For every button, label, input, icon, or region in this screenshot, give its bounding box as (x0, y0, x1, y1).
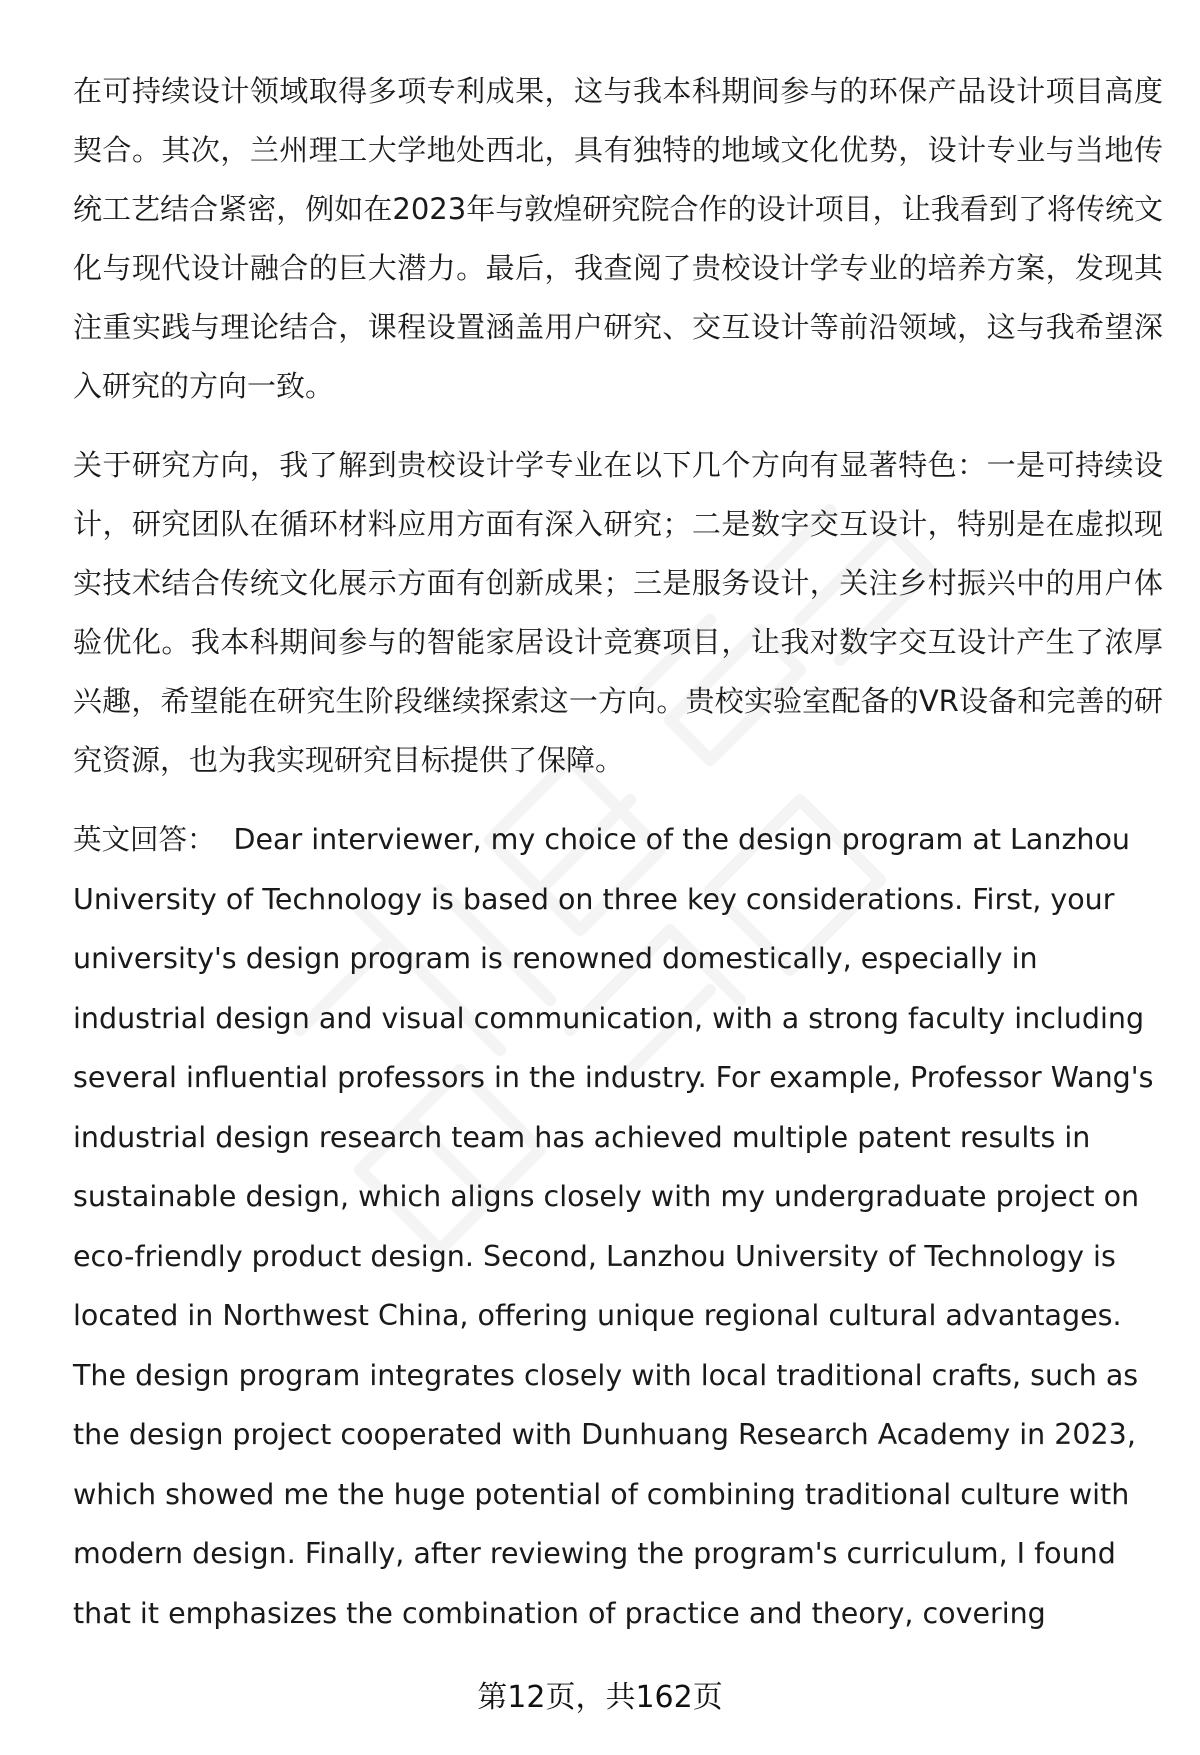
english-answer-text: Dear interviewer, my choice of the design program at Lanzhou University of Technology is based on three key considerations. First, your university's design program is renowned domestically, especially in industrial design and visual communication, with a strong faculty including several influential professors in the industry. For example, Professor Wang's industrial design research team has achieved multiple patent results in sustainable design, which aligns closely with my undergraduate project on eco-friendly product design. Second, Lanzhou University of Technology is located in Northwest China, offering unique regional cultural advantages. The design program integrates closely with local traditional crafts, such as the design project cooperated with Dunhuang Research Academy in 2023, which showed me the huge potential of combining traditional culture with modern design. Finally, after reviewing the program's curriculum, I found that it emphasizes the combination of practice and theory, covering (73, 823, 1154, 1630)
paragraph-research-direction: 关于研究方向，我了解到贵校设计学专业在以下几个方向有显著特色：一是可持续设计，研究团队在循环材料应用方面有深入研究；二是数字交互设计，特别是在虚拟现实技术结合传统文化展示方面有创新成果；三是服务设计，关注乡村振兴中的用户体验优化。我本科期间参与的智能家居设计竞赛项目，让我对数字交互设计产生了浓厚兴趣，希望能在研究生阶段继续探索这一方向。贵校实验室配备的VR设备和完善的研究资源，也为我实现研究目标提供了保障。 (73, 448, 1163, 777)
page-number-footer: 第12页，共162页 (477, 1680, 723, 1715)
document-body (73, 62, 1163, 1663)
english-answer-label: 英文回答： (73, 823, 216, 856)
paragraph-english-answer (73, 810, 1163, 1643)
paragraph-application-reasons: 在可持续设计领域取得多项专利成果，这与我本科期间参与的环保产品设计项目高度契合。其次，兰州理工大学地处西北，具有独特的地域文化优势，设计专业与当地传统工艺结合紧密，例如在2023年与敦煌研究院合作的设计项目，让我看到了将传统文化与现代设计融合的巨大潜力。最后，我查阅了贵校设计学专业的培养方案，发现其注重实践与理论结合，课程设置涵盖用户研究、交互设计等前沿领域，这与我希望深入研究的方向一致。 (73, 74, 1163, 403)
